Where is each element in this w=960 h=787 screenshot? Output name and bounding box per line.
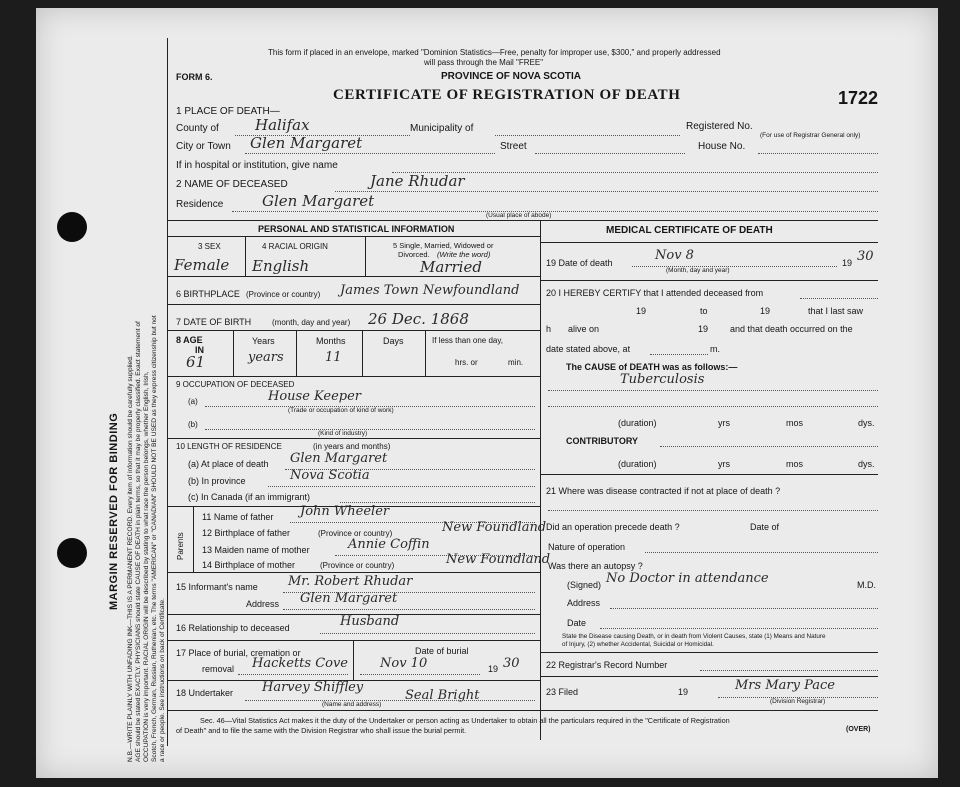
city-label: City or Town	[176, 141, 231, 152]
signed-value: No Doctor in attendance	[606, 571, 769, 586]
min-label: min.	[508, 358, 524, 367]
industry-note: (Kind of industry)	[318, 430, 368, 437]
marital-label: 5 Single, Married, Widowed or	[393, 241, 494, 250]
md-label: M.D.	[857, 580, 876, 590]
margin-note: AGE should be stated EXACTLY. PHYSICIANS should state CAUSE OF DEATH in plain terms, so that it may be properly classified. Exact statement of	[135, 321, 142, 762]
informant-value: Mr. Robert Rhudar	[288, 574, 413, 589]
house-no-label: House No.	[698, 141, 746, 152]
occupation-b: (b)	[188, 420, 198, 429]
filed-label: 23 Filed	[546, 687, 579, 697]
margin-note: OCCUPATION is very important. RACIAL ORIGIN will be described by stating to what race the person belongs, whether English, Irish,	[143, 371, 150, 762]
res-province-label: (b) In province	[188, 476, 246, 486]
sex-label: 3 SEX	[198, 242, 221, 251]
operation-label: Did an operation precede death ?	[546, 522, 680, 532]
birthplace-label: 6 BIRTHPLACE	[176, 289, 240, 299]
sex-value: Female	[174, 256, 230, 274]
certify-h: h	[546, 324, 552, 334]
registrar-record-label: 22 Registrar's Record Number	[546, 660, 668, 670]
res-canada-label: (c) In Canada (if an immigrant)	[188, 492, 311, 502]
certify-19c: 19	[698, 324, 709, 334]
province-heading: PROVINCE OF NOVA SCOTIA	[441, 71, 582, 82]
signed-label: (Signed)	[567, 580, 602, 590]
mos-label: mos	[786, 418, 804, 428]
margin-note: a race or people. See instructions on back of Certificate.	[159, 598, 166, 762]
duration-label: (duration)	[618, 418, 657, 428]
death-year-prefix: 19	[842, 258, 853, 268]
years-value: years	[248, 350, 284, 365]
death-date-note: (Month, day and year)	[666, 267, 730, 274]
certify-to: to	[700, 306, 708, 316]
burial-date-label: Date of burial	[415, 646, 469, 656]
autopsy-label: Was there an autopsy ?	[548, 561, 643, 571]
dob-value: 26 Dec. 1868	[368, 310, 469, 328]
q21-label: 21 Where was disease contracted if not at place of death ?	[546, 486, 781, 496]
doctor-date-label: Date	[567, 618, 587, 628]
certificate-paper	[36, 8, 938, 778]
res-place-label: (a) At place of death	[188, 459, 269, 469]
relationship-value: Husband	[340, 614, 400, 629]
mother-birthplace-sub: (Province or country)	[320, 561, 395, 570]
hrs-label: hrs. or	[455, 358, 478, 367]
column-divider	[540, 220, 541, 740]
cause-label: The CAUSE of DEATH was as follows:—	[566, 362, 738, 372]
race-value: English	[252, 257, 310, 275]
dys-label: dys.	[858, 459, 875, 469]
operation-date-label: Date of	[750, 522, 780, 532]
mother-birthplace-value: New Foundland	[446, 552, 551, 567]
municipality-label: Municipality of	[410, 123, 474, 134]
city-value: Glen Margaret	[250, 134, 363, 152]
age-value: 61	[186, 353, 206, 371]
days-label: Days	[383, 336, 404, 346]
footer-note: of Death" and to file the same with the Division Registrar who shall issue the burial permit.	[176, 726, 467, 735]
burial-date-value: Nov 10	[380, 656, 428, 671]
years-label: Years	[252, 336, 275, 346]
age-label: 8 AGE	[176, 335, 203, 345]
occupation-value: House Keeper	[268, 389, 362, 404]
occupation-a: (a)	[188, 397, 198, 406]
filed-19: 19	[678, 687, 689, 697]
father-name-label: 11 Name of father	[202, 512, 274, 522]
mother-birthplace-label: 14 Birthplace of mother	[202, 560, 296, 570]
less-than-day-label: If less than one day,	[432, 336, 504, 345]
burial-year-value: 30	[503, 656, 520, 671]
deceased-name-label: 2 NAME OF DECEASED	[176, 179, 288, 190]
division-registrar-note: (Division Registrar)	[770, 698, 826, 705]
personal-info-heading: PERSONAL AND STATISTICAL INFORMATION	[258, 224, 455, 234]
father-name-value: John Wheeler	[300, 504, 390, 519]
undertaker-value: Harvey Shiffley	[262, 680, 364, 695]
undertaker-label: 18 Undertaker	[176, 688, 234, 698]
certify-m: m.	[710, 344, 720, 354]
binding-hole	[57, 212, 87, 242]
marital-label: (Write the word)	[437, 250, 491, 259]
certify-last-saw: that I last saw	[808, 306, 864, 316]
birthplace-sub: (Province or country)	[246, 290, 321, 299]
certify-19a: 19	[636, 306, 647, 316]
burial-label-removal: removal	[202, 664, 235, 674]
hospital-label: If in hospital or institution, give name	[176, 160, 338, 171]
margin-note: Scotch, French, German, Russian, Ruthenian, etc. The terms "AMERICAN" or "CANADIAN" SHOULD NOT BE USED as they express citizenship but not	[151, 315, 158, 762]
notice-line: This form if placed in an envelope, marked "Dominion Statistics—Free, penalty for improper use, $300," and properly addressed	[268, 48, 721, 57]
operation-nature-label: Nature of operation	[548, 542, 626, 552]
county-label: County of	[176, 123, 219, 134]
father-birthplace-value: New Foundland	[442, 520, 547, 535]
deceased-name-value: Jane Rhudar	[370, 172, 465, 190]
over-label: (OVER)	[846, 726, 871, 733]
mother-name-value: Annie Coffin	[348, 537, 430, 552]
street-label: Street	[500, 141, 527, 152]
father-birthplace-label: 12 Birthplace of father	[202, 528, 291, 538]
duration-label: (duration)	[618, 459, 657, 469]
birthplace-value: James Town Newfoundland	[340, 283, 520, 298]
abode-note: (Usual place of abode)	[486, 212, 552, 219]
medical-heading: MEDICAL CERTIFICATE OF DEATH	[606, 225, 773, 236]
father-birthplace-sub: (Province or country)	[318, 529, 393, 538]
yrs-label: yrs	[718, 418, 730, 428]
certify-text: 20 I HEREBY CERTIFY that I attended deceased from	[546, 288, 764, 298]
occupation-note: (Trade or occupation of kind of work)	[288, 407, 394, 414]
marital-label: Divorced.	[398, 250, 430, 259]
state-note: of Injury, (2) whether Accidental, Suicidal or Homicidal.	[562, 641, 714, 648]
burial-year-prefix: 19	[488, 664, 499, 674]
informant-label: 15 Informant's name	[176, 582, 258, 592]
informant-address-label: Address	[246, 599, 280, 609]
place-of-death-heading: 1 PLACE OF DEATH—	[176, 106, 280, 117]
mos-label: mos	[786, 459, 804, 469]
division-registrar-value: Mrs Mary Pace	[735, 678, 835, 693]
parents-label: Parents	[176, 532, 185, 560]
footer-note: Sec. 46—Vital Statistics Act makes it the duty of the Undertaker or person acting as Undertaker to obtain all the particulars required in the "Certificate of Registration	[200, 716, 730, 725]
months-label: Months	[316, 336, 346, 346]
dys-label: dys.	[858, 418, 875, 428]
doctor-address-label: Address	[567, 598, 601, 608]
length-residence-label: 10 LENGTH OF RESIDENCE	[176, 442, 282, 451]
residence-value: Glen Margaret	[262, 192, 375, 210]
margin-reserved-label: MARGIN RESERVED FOR BINDING	[108, 412, 120, 610]
informant-address-value: Glen Margaret	[300, 591, 398, 606]
state-note: State the Disease causing Death, or in death from Violent Causes, state (1) Means and Nature	[562, 633, 826, 640]
yrs-label: yrs	[718, 459, 730, 469]
registrar-note: (For use of Registrar General only)	[760, 132, 861, 139]
binding-hole	[57, 538, 87, 568]
certify-19b: 19	[760, 306, 771, 316]
form-number: FORM 6.	[176, 72, 213, 82]
death-year-value: 30	[857, 249, 874, 264]
contributory-label: CONTRIBUTORY	[566, 436, 638, 446]
registered-no-label: Registered No.	[686, 121, 753, 132]
margin-note: N.B.—WRITE PLAINLY WITH UNFADING INK—THIS IS A PERMANENT RECORD. Every item of information should be carefully supplied.	[127, 355, 134, 762]
county-value: Halifax	[255, 116, 310, 134]
age-label: IN	[195, 345, 204, 355]
months-value: 11	[325, 350, 342, 365]
mother-name-label: 13 Maiden name of mother	[202, 545, 310, 555]
certify-date-stated: date stated above, at	[546, 344, 631, 354]
dob-sub: (month, day and year)	[272, 318, 351, 327]
residence-label: Residence	[176, 199, 224, 210]
page-title: CERTIFICATE OF REGISTRATION OF DEATH	[333, 87, 681, 103]
relationship-label: 16 Relationship to deceased	[176, 623, 290, 633]
certify-alive: alive on	[568, 324, 600, 334]
cause-value: Tuberculosis	[620, 372, 705, 387]
certificate-number: 1722	[838, 88, 879, 108]
notice-line: will pass through the Mail "FREE"	[424, 58, 544, 67]
undertaker-note: (Name and address)	[322, 701, 382, 708]
race-label: 4 RACIAL ORIGIN	[262, 242, 328, 251]
marital-value: Married	[420, 258, 482, 276]
dob-label: 7 DATE OF BIRTH	[176, 317, 252, 327]
death-date-value: Nov 8	[655, 248, 694, 263]
res-place-value: Glen Margaret	[290, 451, 388, 466]
length-residence-sub: (in years and months)	[313, 442, 391, 451]
burial-label: 17 Place of burial, cremation or	[176, 648, 301, 658]
burial-place-value: Hacketts Cove	[252, 656, 349, 671]
undertaker-address-value: Seal Bright	[405, 688, 480, 703]
death-date-label: 19 Date of death	[546, 258, 613, 268]
occupation-heading: 9 OCCUPATION OF DECEASED	[176, 380, 295, 389]
certify-occurred: and that death occurred on the	[730, 324, 853, 334]
res-province-value: Nova Scotia	[290, 468, 370, 483]
